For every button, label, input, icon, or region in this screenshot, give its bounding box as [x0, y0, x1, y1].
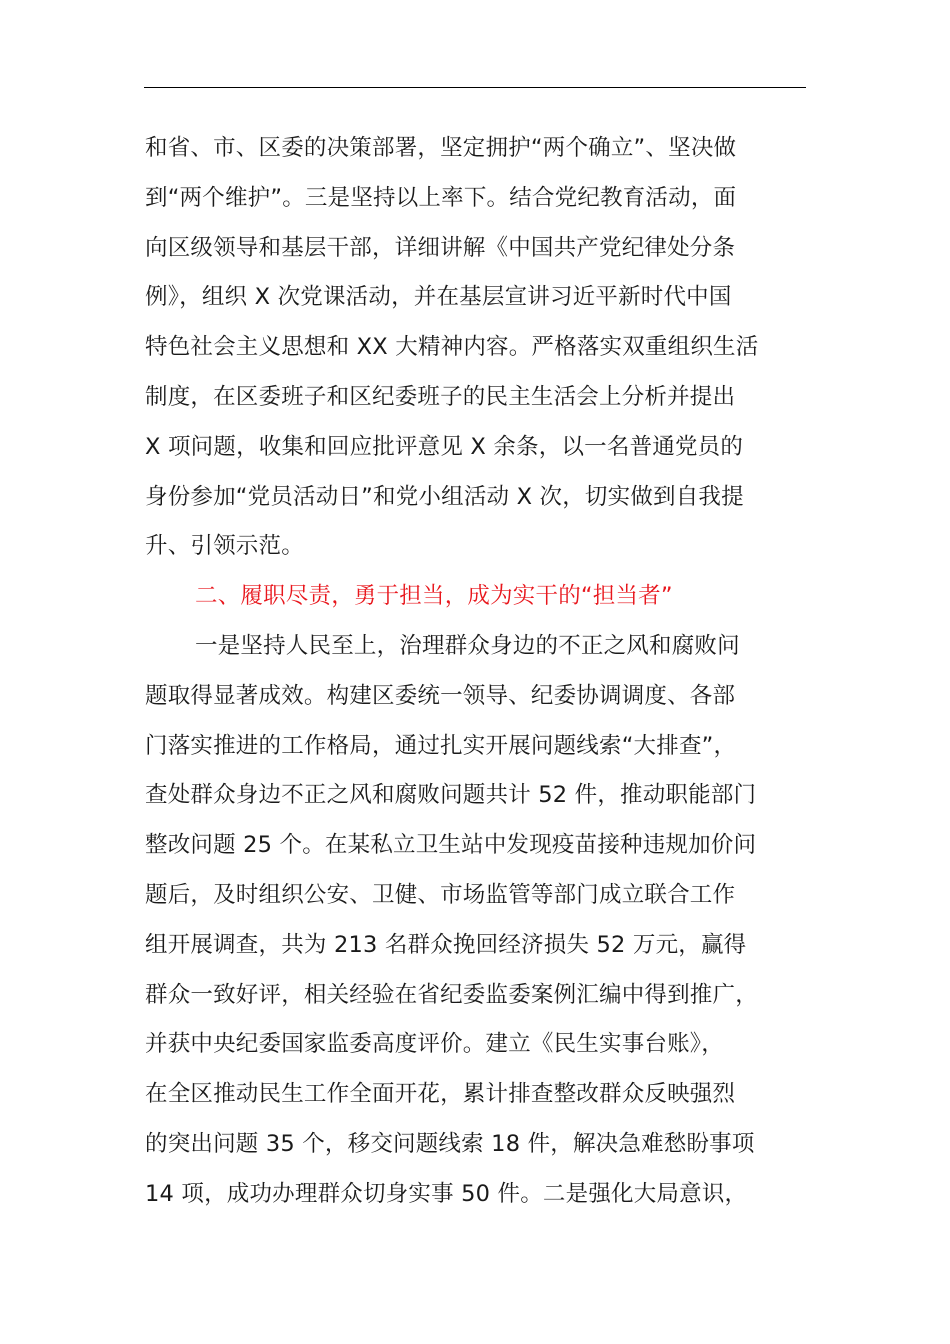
body-line-4: 例》，组织 X 次党课活动，并在基层宣讲习近平新时代中国	[145, 284, 732, 311]
body-line-9: 升、引领示范。	[145, 533, 304, 560]
body-line-20: 在全区推动民生工作全面开花，累计排查整改群众反映强烈	[145, 1081, 736, 1108]
body-line-2: 到“两个维护”。三是坚持以上率下。结合党纪教育活动，面	[145, 184, 737, 211]
document-body	[145, 124, 807, 1220]
body-line-7: X 项问题，收集和回应批评意见 X 余条，以一名普通党员的	[145, 433, 744, 460]
body-line-8: 身份参加“党员活动日”和党小组活动 X 次，切实做到自我提	[145, 483, 744, 510]
body-line-21: 的突出问题 35 个，移交问题线索 18 件，解决急难愁盼事项	[145, 1130, 755, 1157]
header-rule	[144, 87, 806, 88]
body-line-22: 14 项，成功办理群众切身实事 50 件。二是强化大局意识，	[145, 1180, 748, 1207]
paragraph-first-line: 一是坚持人民至上，治理群众身边的不正之风和腐败问	[195, 632, 740, 659]
body-line-16: 题后，及时组织公安、卫健、市场监管等部门成立联合工作	[145, 881, 736, 908]
body-line-5: 特色社会主义思想和 XX 大精神内容。严格落实双重组织生活	[145, 334, 759, 361]
body-line-19: 并获中央纪委国家监委高度评价。建立《民生实事台账》，	[145, 1031, 724, 1058]
body-line-1: 和省、市、区委的决策部署，坚定拥护“两个确立”、坚决做	[145, 135, 737, 161]
body-line-3: 向区级领导和基层干部，详细讲解《中国共产党纪律处分条	[145, 234, 736, 261]
body-line-14: 查处群众身边不正之风和腐败问题共计 52 件，推动职能部门	[145, 782, 757, 809]
body-line-13: 门落实推进的工作格局，通过扎实开展问题线索“大排查”，	[145, 732, 737, 759]
body-line-12: 题取得显著成效。构建区委统一领导、纪委协调调度、各部	[145, 682, 736, 709]
body-line-18: 群众一致好评，相关经验在省纪委监委案例汇编中得到推广，	[145, 981, 758, 1008]
body-line-6: 制度，在区委班子和区纪委班子的民主生活会上分析并提出	[145, 383, 736, 410]
body-line-17: 组开展调查，共为 213 名群众挽回经济损失 52 万元，赢得	[145, 931, 747, 958]
section-heading: 二、履职尽责，勇于担当，成为实干的“担当者”	[195, 583, 673, 610]
body-line-15: 整改问题 25 个。在某私立卫生站中发现疫苗接种违规加价问	[145, 832, 757, 859]
